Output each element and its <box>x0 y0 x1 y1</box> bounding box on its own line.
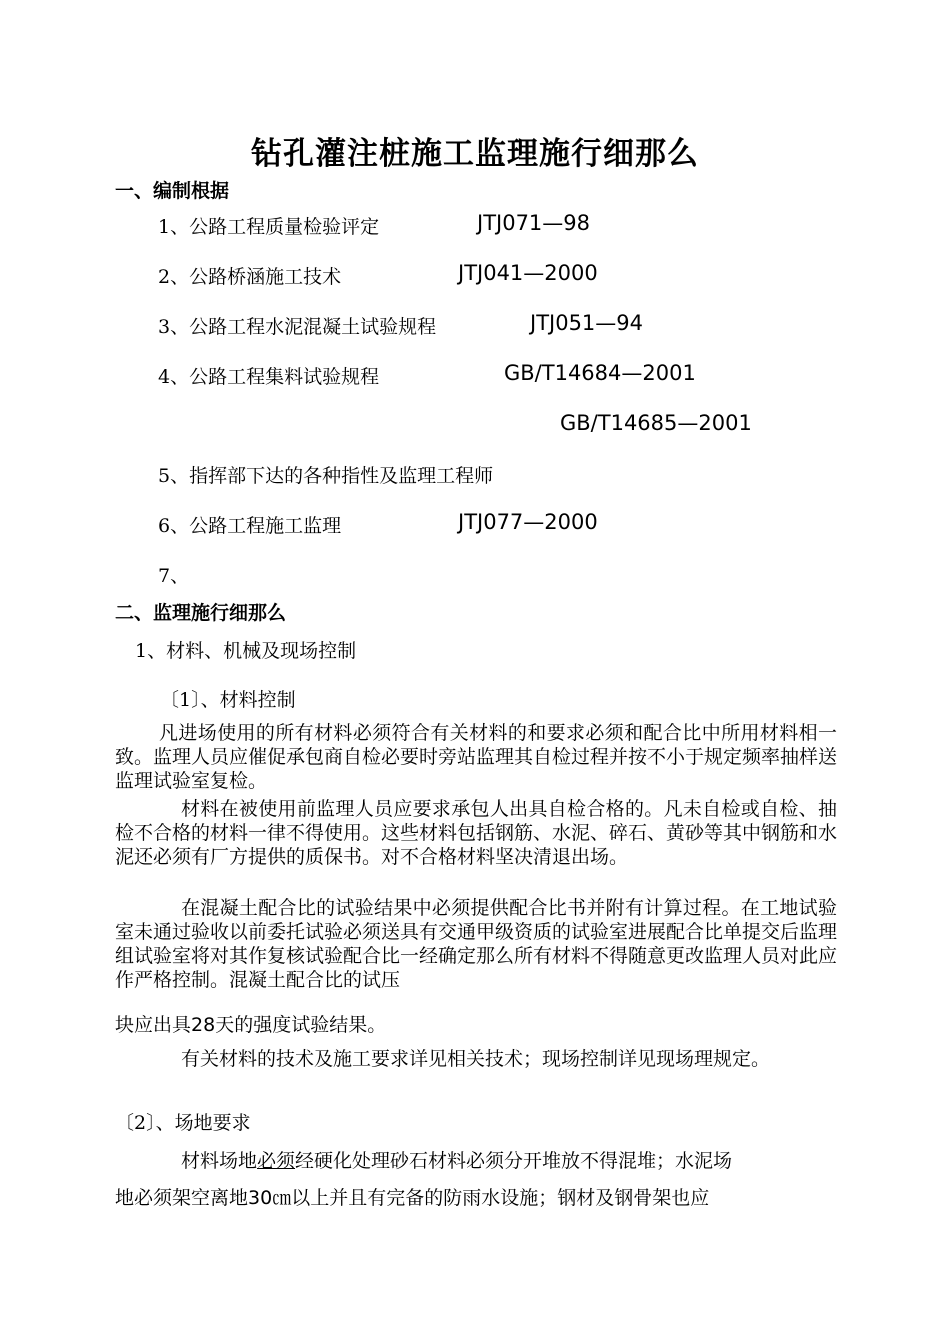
paragraph-site-line-1-text-a: 材料场地 <box>181 1150 258 1172</box>
paragraph-materials-3-end-text-a: 块应出具 <box>115 1014 192 1036</box>
subsection-1-heading: 1、材料、机械及现场控制 <box>135 640 357 662</box>
reference-item-1-code: JTJ071—98 <box>477 211 591 235</box>
reference-item-1-label: 1、公路工程质量检验评定 <box>158 216 380 238</box>
paragraph-site-line-2-text-a: 地必须架空离地 <box>115 1187 249 1209</box>
paragraph-materials-3-end-number: 28 <box>191 1014 216 1036</box>
paragraph-site-line-1-text-b: 经硬化处理砂石材料必须分开堆放不得混堆；水泥场 <box>295 1150 733 1172</box>
reference-item-3-label: 3、公路工程水泥混凝土试验规程 <box>158 316 437 338</box>
reference-item-6-label: 6、公路工程施工监理 <box>158 515 342 537</box>
paragraph-materials-3-end <box>115 1010 386 1037</box>
paragraph-materials-3-end-text-b: 天的强度试验结果。 <box>215 1014 387 1036</box>
paragraph-site-underlined: 必须 <box>257 1150 296 1172</box>
subsection-1-2-heading: 〔2〕、场地要求 <box>115 1112 251 1134</box>
reference-item-7-label: 7、 <box>158 565 190 587</box>
paragraph-materials-4: 有关材料的技术及施工要求详见相关技术；现场控制详见现场理规定。 <box>181 1048 771 1070</box>
paragraph-site-line-1 <box>181 1146 732 1173</box>
paragraph-materials-2: 材料在被使用前监理人员应要求承包人出具自检合格的。凡未自检或自检、抽检不合格的材料一律不得使用。这些材料包括钢筋、水泥、碎石、黄砂等其中钢筋和水泥还必须有厂方提供的质保书。对不合格材料坚决清退出场。 <box>115 798 838 868</box>
reference-item-5-label: 5、指挥部下达的各种指性及监理工程师 <box>158 465 494 487</box>
paragraph-site-line-2-number: 30 <box>248 1187 273 1209</box>
reference-item-4-code-2: GB/T14685—2001 <box>560 411 752 435</box>
reference-item-2-label: 2、公路桥涵施工技术 <box>158 266 342 288</box>
paragraph-materials-3: 在混凝土配合比的试验结果中必须提供配合比书并附有计算过程。在工地试验室未通过验收以前委托试验必须送具有交通甲级资质的试验室进展配合比单提交后监理组试验室将对其作复核试验配合比一经确定那么所有材料不得随意更改监理人员对此应作严格控制。混凝土配合比的试压 <box>115 897 838 991</box>
reference-item-4-label: 4、公路工程集料试验规程 <box>158 366 380 388</box>
section-1-heading: 一、编制根据 <box>115 180 230 202</box>
section-2-heading: 二、监理施行细那么 <box>115 602 287 624</box>
paragraph-materials-1: 凡进场使用的所有材料必须符合有关材料的和要求必须和配合比中所用材料相一致。监理人员应催促承包商自检必要时旁站监理其自检过程并按不小于规定频率抽样送监理试验室复检。 <box>115 722 838 792</box>
subsection-1-1-heading: 〔1〕、材料控制 <box>160 689 296 711</box>
reference-item-2-code: JTJ041—2000 <box>458 261 598 285</box>
paragraph-site-line-2-text-b: ㎝以上并且有完备的防雨水设施；钢材及钢骨架也应 <box>272 1187 710 1209</box>
document-title: 钻孔灌注桩施工监理施行细那么 <box>251 136 699 172</box>
reference-item-3-code: JTJ051—94 <box>530 311 644 335</box>
paragraph-site-line-2 <box>115 1183 709 1210</box>
reference-item-6-code: JTJ077—2000 <box>458 510 598 534</box>
reference-item-4-code: GB/T14684—2001 <box>504 361 696 385</box>
